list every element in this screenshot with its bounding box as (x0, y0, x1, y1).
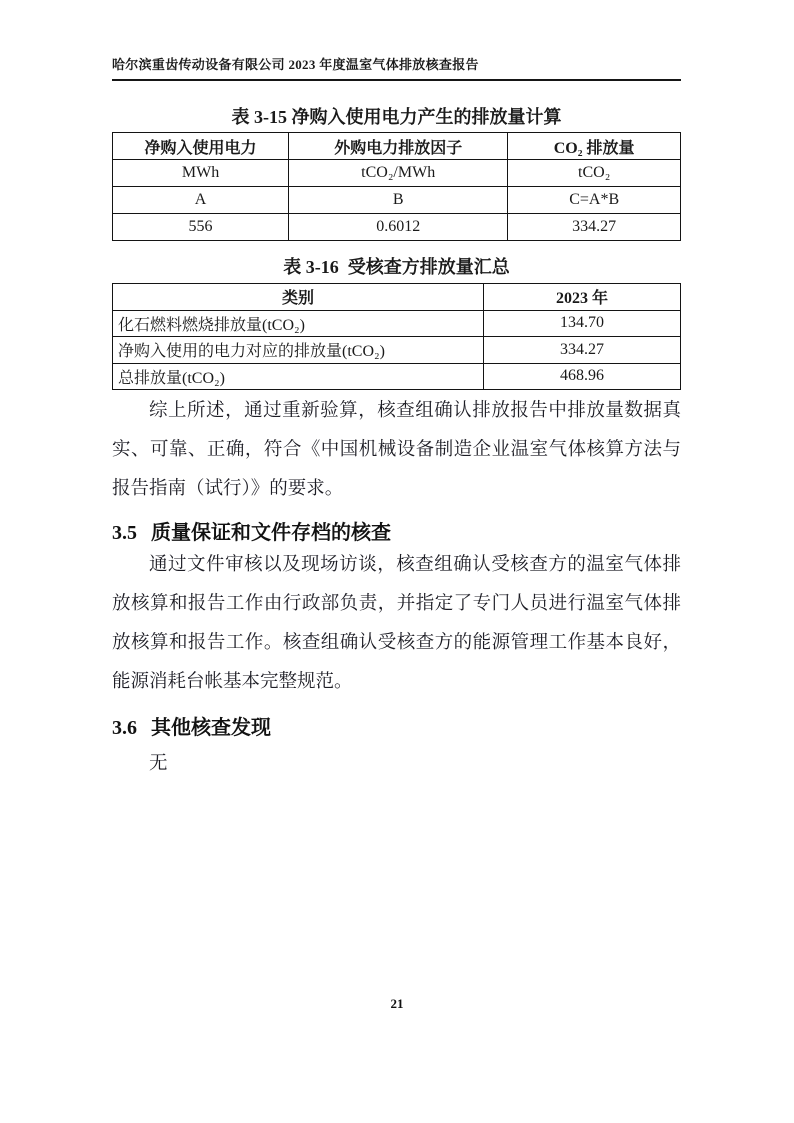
page-number: 21 (390, 996, 404, 1011)
section-heading-3-6 (112, 711, 681, 740)
table-row (113, 133, 681, 160)
table-row (113, 160, 681, 187)
table-row (113, 187, 681, 214)
section-3-5-paragraph: 通过文件审核以及现场访谈，核查组确认受核查方的温室气体排放核算和报告工作由行政部负责，并指定了专门人员进行温室气体排放核算和报告工作。核查组确认受核查方的能源管理工作基本良好，能源消耗台帐基本完整规范。 (112, 555, 681, 692)
section-number: 3.6 (112, 717, 137, 739)
table-315-caption: 表 3-15 净购入使用电力产生的排放量计算 (231, 107, 562, 127)
running-header: 哈尔滨重齿传动设备有限公司 2023 年度温室气体排放核查报告 (112, 54, 681, 81)
table-316-value-cell: 334.27 (483, 337, 680, 364)
table-316-header-cell: 类别 (113, 284, 484, 311)
table-316-category-cell: 总排放量(tCO₂) (113, 363, 484, 390)
table-315 (112, 132, 681, 241)
section-number: 3.5 (112, 522, 137, 544)
section-heading-3-5 (112, 516, 681, 545)
table-315-cell: tCO₂ (508, 160, 681, 187)
table-316-category-cell: 化石燃料燃烧排放量(tCO₂) (113, 310, 484, 337)
table-row (113, 337, 681, 364)
section-3-6-paragraph: 无 (149, 754, 168, 774)
summary-paragraph: 综上所述，通过重新验算，核查组确认排放报告中排放量数据真实、可靠、正确，符合《中国机械设备制造企业温室气体核算方法与报告指南（试行）》的要求。 (112, 401, 681, 499)
table-316-category-cell: 净购入使用的电力对应的排放量(tCO₂) (113, 337, 484, 364)
table-315-cell: 556 (113, 214, 289, 241)
table-315-cell: tCO₂/MWh (289, 160, 508, 187)
table-315-cell: B (289, 187, 508, 214)
table-315-cell: C=A*B (508, 187, 681, 214)
section-title: 质量保证和文件存档的核查 (151, 522, 391, 544)
table-316-value-cell: 134.70 (483, 310, 680, 337)
table-315-header-cell: CO₂ 排放量 (508, 133, 681, 160)
table-315-cell: MWh (113, 160, 289, 187)
table-315-cell: 334.27 (508, 214, 681, 241)
table-316-caption: 表 3-16 受核查方排放量汇总 (283, 257, 510, 277)
table-315-cell: 0.6012 (289, 214, 508, 241)
section-title: 其他核查发现 (151, 717, 271, 739)
table-316 (112, 283, 681, 390)
table-315-cell: A (113, 187, 289, 214)
table-row (113, 284, 681, 311)
table-316-value-cell: 468.96 (483, 363, 680, 390)
table-row (113, 310, 681, 337)
table-row (113, 214, 681, 241)
table-315-header-cell: 净购入使用电力 (113, 133, 289, 160)
table-315-header-cell: 外购电力排放因子 (289, 133, 508, 160)
table-row (113, 363, 681, 390)
table-316-header-cell: 2023 年 (483, 284, 680, 311)
